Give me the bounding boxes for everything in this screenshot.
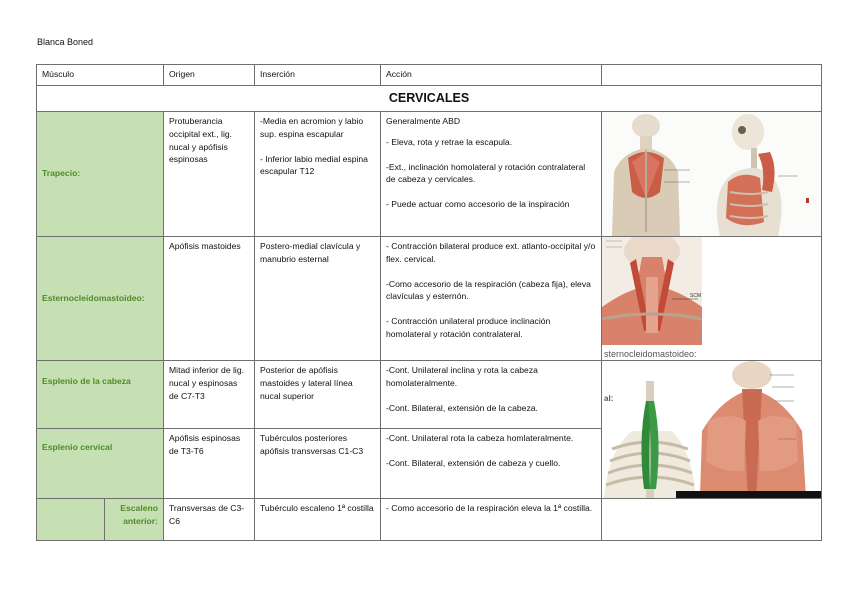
header-insercion: Inserción bbox=[255, 65, 381, 86]
scm-figure-label: sternocleidomastoideo: bbox=[604, 348, 697, 359]
table-row bbox=[37, 111, 822, 236]
header-row bbox=[37, 65, 822, 86]
origin-cell: Protuberancia occipital ext., lig. nucal y apófisis espinosas bbox=[164, 111, 255, 236]
insertion-cell: Tubérculos posteriores apófisis transversas C1-C3 bbox=[255, 428, 381, 498]
section-row bbox=[37, 86, 822, 112]
muscle-name: Esternocleidomastoideo: bbox=[37, 236, 164, 360]
action-line: -Cont. Bilateral, extensión de cabeza y cuello. bbox=[386, 457, 561, 468]
header-image bbox=[602, 65, 822, 86]
trapecio-figure-icon bbox=[602, 112, 822, 236]
muscle-name: Esplenio cervical bbox=[37, 428, 164, 498]
svg-text:al:: al: bbox=[604, 393, 614, 403]
insertion-cell bbox=[255, 111, 381, 236]
esplenio-illustration bbox=[602, 360, 822, 498]
origin-cell: Transversas de C3-C6 bbox=[164, 498, 255, 540]
action-cell: - Como accesorio de la respiración eleva la 1ª costilla. bbox=[381, 498, 602, 540]
origin-cell: Apófisis mastoides bbox=[164, 236, 255, 360]
neck-muscles-icon bbox=[602, 237, 822, 360]
action-cell bbox=[381, 428, 602, 498]
table-row bbox=[37, 498, 822, 540]
section-title: CERVICALES bbox=[37, 86, 822, 112]
action-line: Generalmente ABD bbox=[386, 115, 461, 126]
header-origen: Origen bbox=[164, 65, 255, 86]
author-name: Blanca Boned bbox=[37, 37, 94, 47]
table-row bbox=[37, 236, 822, 360]
muscle-name: Esplenio de la cabeza bbox=[37, 360, 164, 428]
origin-cell: Apófisis espinosas de T3-T6 bbox=[164, 428, 255, 498]
muscle-name: Trapecio: bbox=[37, 111, 164, 236]
action-line: -Como accesorio de la respiración (cabeza fija), eleva clavículas y esternón. bbox=[386, 278, 591, 302]
insertion-cell: Postero-medial clavícula y manubrio esternal bbox=[255, 236, 381, 360]
action-cell bbox=[381, 111, 602, 236]
action-line: -Cont. Unilateral inclina y rota la cabeza homolateralmente. bbox=[386, 364, 538, 388]
header-accion: Acción bbox=[381, 65, 602, 86]
action-line: -Cont. Bilateral, extensión de la cabeza. bbox=[386, 402, 538, 413]
scm-tag: SCM bbox=[690, 292, 702, 299]
action-line: -Ext., inclinación homolateral y rotación contralateral de cabeza y cervicales. bbox=[386, 161, 586, 185]
image-cell-empty bbox=[602, 498, 822, 540]
scm-illustration bbox=[602, 236, 822, 360]
muscle-name: Escaleno anterior: bbox=[105, 498, 164, 540]
table-row bbox=[37, 360, 822, 428]
action-line: - Puede actuar como accesorio de la inspiración bbox=[386, 199, 570, 210]
insertion-line: -Media en acromion y labio sup. espina escapular bbox=[260, 115, 364, 139]
muscle-group-spacer bbox=[37, 498, 105, 540]
origin-cell: Mitad inferior de lig. nucal y espinosas de C7-T3 bbox=[164, 360, 255, 428]
trapecio-illustration bbox=[602, 111, 822, 236]
insertion-cell: Tubérculo escaleno 1ª costilla bbox=[255, 498, 381, 540]
muscles-table bbox=[36, 64, 822, 541]
header-musculo: Músculo bbox=[37, 65, 164, 86]
action-line: - Contracción bilateral produce ext. atlanto-occipital y/o flex. cervical. bbox=[386, 240, 596, 264]
action-line: -Cont. Unilateral rota la cabeza homlateralmente. bbox=[386, 432, 574, 443]
insertion-cell: Posterior de apófisis mastoides y lateral línea nucal superior bbox=[255, 360, 381, 428]
action-line: - Contracción unilateral produce inclinación homolateral y rotación contralateral. bbox=[386, 316, 551, 340]
action-cell bbox=[381, 236, 602, 360]
spine-muscles-icon bbox=[602, 361, 822, 498]
action-cell bbox=[381, 360, 602, 428]
insertion-line: - Inferior labio medial espina escapular T12 bbox=[260, 153, 368, 177]
action-line: - Eleva, rota y retrae la escapula. bbox=[386, 136, 513, 147]
